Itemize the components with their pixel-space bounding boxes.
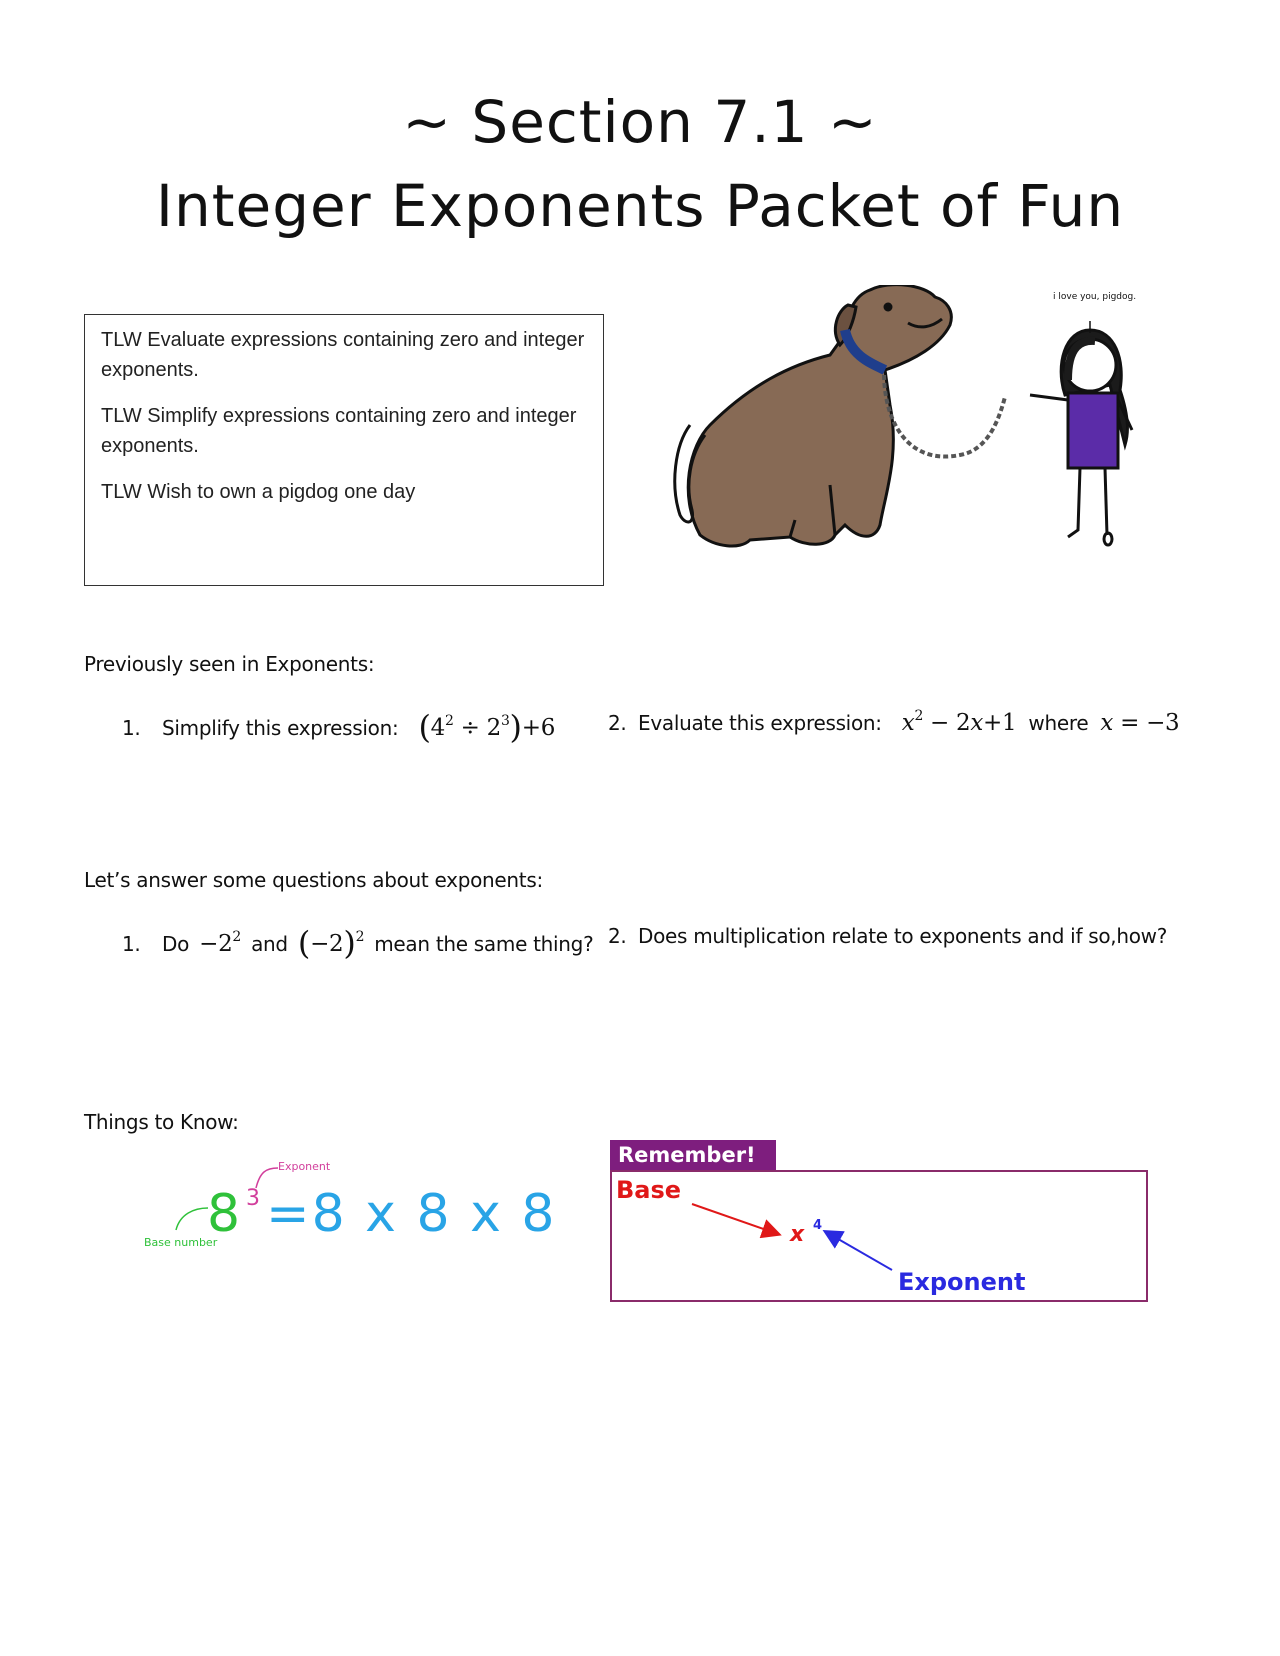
- expansion-text: =8 x 8 x 8: [266, 1184, 557, 1244]
- dog-and-girl-illustration: [670, 285, 1180, 585]
- question-text: mean the same thing?: [374, 932, 594, 956]
- remember-power: 4: [813, 1218, 823, 1233]
- base-pointer-icon: [158, 1196, 210, 1236]
- power-three: 3: [246, 1186, 260, 1211]
- previously-question-1: [122, 708, 555, 746]
- questions-heading: Let’s answer some questions about exponents:: [84, 868, 543, 892]
- exponent-arrow-icon: [826, 1232, 892, 1270]
- leash-icon: [884, 375, 1005, 457]
- question-text: Does multiplication relate to exponents and if so,how?: [638, 924, 1168, 948]
- previously-question-2: [608, 708, 1179, 736]
- expression-paren-neg-two-sq: $(-2)^2$: [297, 924, 365, 962]
- question-text: Simplify this expression:: [162, 716, 399, 740]
- remember-tab: Remember!: [610, 1140, 776, 1170]
- remember-arrows: [610, 1170, 1148, 1302]
- do-text: Do: [162, 932, 190, 956]
- objectives-box: [84, 314, 604, 586]
- objective-2: TLW Simplify expressions containing zero and integer exponents.: [101, 405, 577, 457]
- girl-icon: [1030, 321, 1132, 545]
- previously-heading: Previously seen in Exponents:: [84, 652, 375, 676]
- objective-1: TLW Evaluate expressions containing zero and integer exponents.: [101, 329, 585, 381]
- page-title-line1: ~ Section 7.1 ~: [402, 88, 878, 156]
- question-number: 2.: [608, 711, 627, 735]
- exponent-label: Exponent: [278, 1160, 331, 1173]
- question-number: 1.: [122, 932, 141, 956]
- objective-3: TLW Wish to own a pigdog one day: [101, 481, 416, 503]
- base-number-label: Base number: [144, 1236, 218, 1249]
- exponent-question-1: [122, 924, 593, 962]
- question-number: 2.: [608, 924, 627, 948]
- things-heading: Things to Know:: [84, 1110, 239, 1134]
- question-text: Evaluate this expression:: [638, 711, 882, 735]
- page-title-line2: Integer Exponents Packet of Fun: [155, 172, 1125, 240]
- and-text: and: [251, 932, 288, 956]
- remember-exponent-label: Exponent: [898, 1268, 1026, 1296]
- exponent-question-2: [608, 924, 1167, 948]
- remember-variable: x: [790, 1222, 805, 1247]
- expression-value: x = −3: [1100, 710, 1180, 736]
- remember-base-label: Base: [616, 1176, 682, 1204]
- where-text: where: [1028, 711, 1089, 735]
- dog-icon: [675, 285, 952, 546]
- expression-evaluate: $x^2 - 2x+1$: [901, 708, 1017, 736]
- question-number: 1.: [122, 716, 141, 740]
- expression-neg-two-sq: $-2^2$: [199, 929, 242, 957]
- base-eight: 8: [207, 1184, 241, 1244]
- expression-simplify: $(4^2 \div 2^3)+6$: [418, 708, 556, 746]
- base-arrow-icon: [692, 1204, 778, 1234]
- speech-text: i love you, pigdog.: [1053, 292, 1137, 302]
